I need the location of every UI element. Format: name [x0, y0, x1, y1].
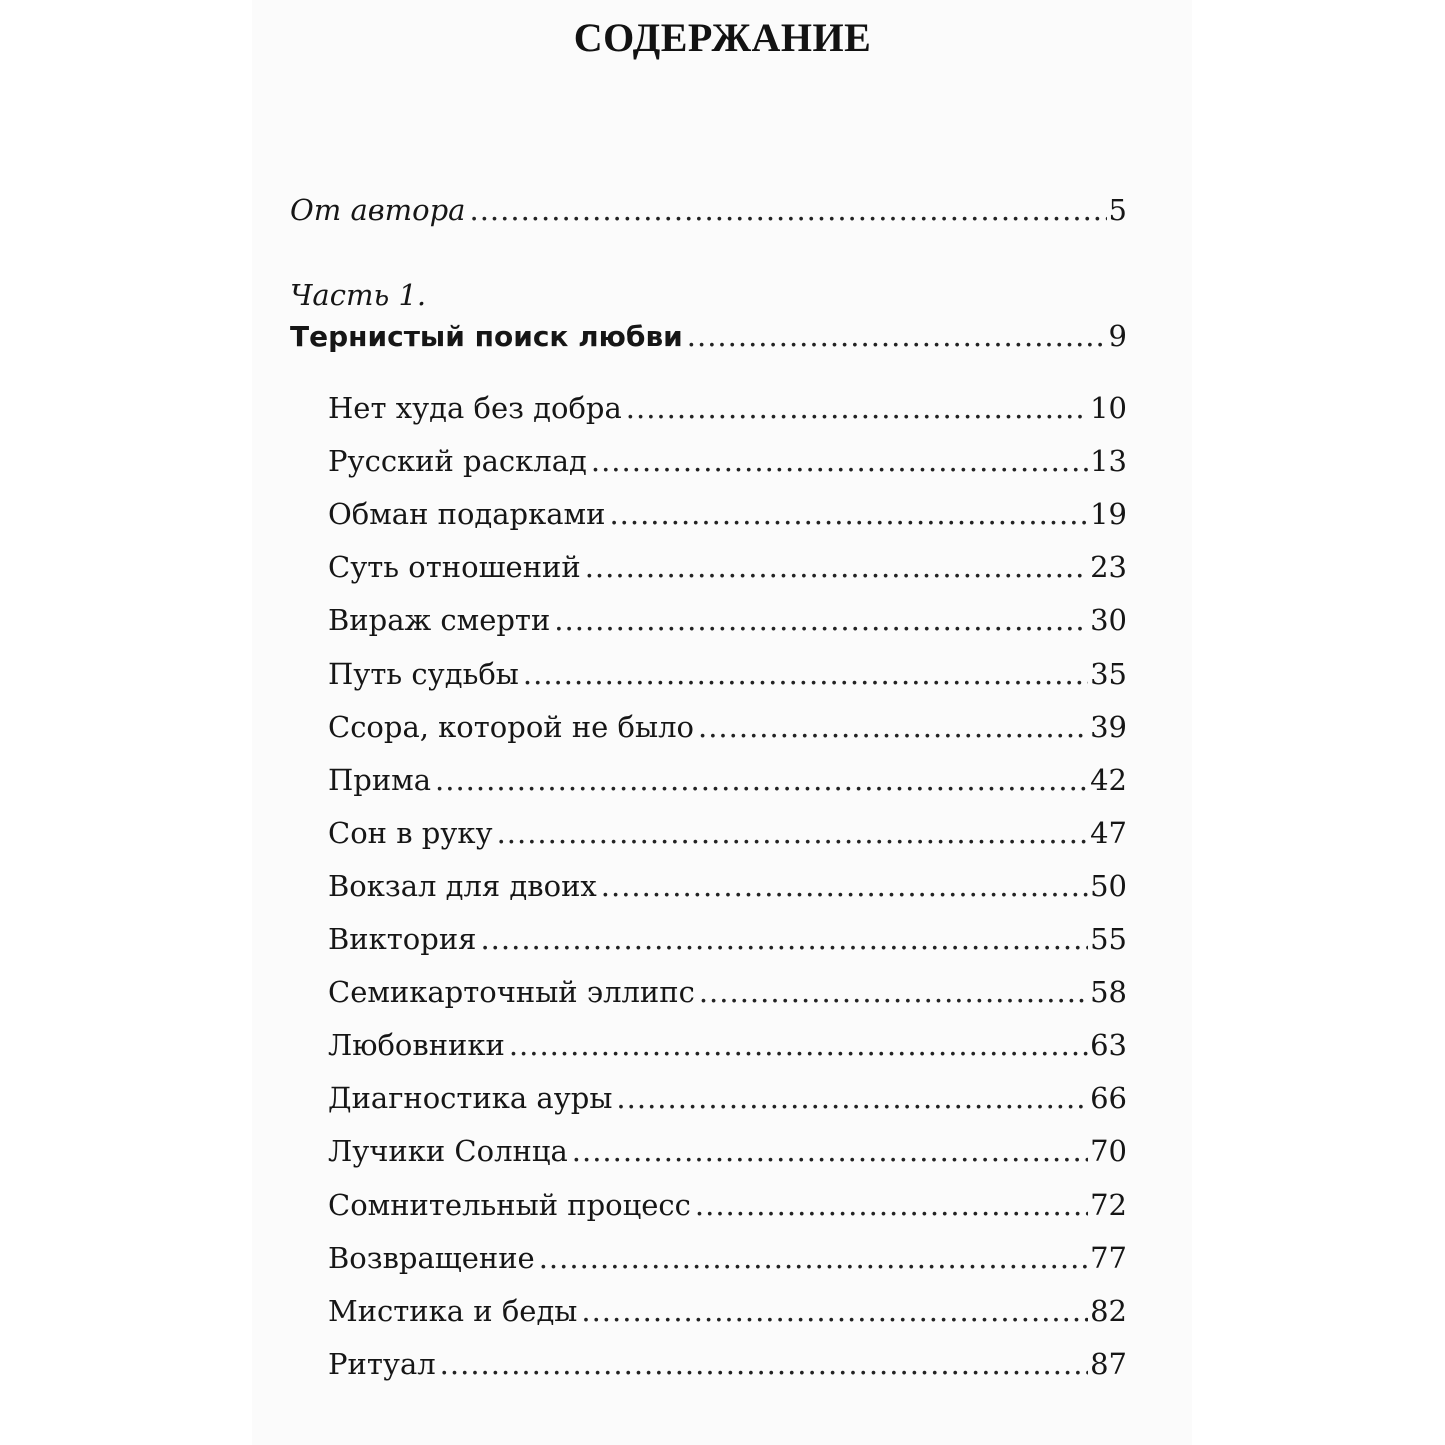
toc-page-number: 77	[1090, 1240, 1127, 1275]
toc-entry-chapter	[328, 1078, 1127, 1118]
toc-page-number: 70	[1090, 1134, 1127, 1169]
toc-entry-label: Вираж смерти	[328, 603, 551, 638]
toc-entry-label: Путь судьбы	[328, 656, 519, 691]
toc-entry-chapter	[328, 1025, 1127, 1065]
toc-entry-label: От автора	[290, 193, 466, 227]
dot-leader	[497, 813, 1089, 853]
toc-entry-label: Суть отношений	[328, 550, 581, 585]
dot-leader	[585, 547, 1088, 587]
toc-entry-chapter	[328, 707, 1127, 747]
dot-leader	[591, 441, 1088, 481]
toc-page-number: 39	[1090, 709, 1127, 744]
toc-page-number: 30	[1090, 603, 1127, 638]
toc-entry-label: Возвращение	[328, 1240, 535, 1275]
dot-leader	[480, 919, 1088, 959]
toc-entry-label: Виктория	[328, 922, 477, 956]
dot-leader	[509, 1025, 1088, 1065]
toc-entry-chapter	[328, 866, 1127, 906]
toc-entry-part	[290, 316, 1127, 357]
dot-leader	[572, 1131, 1088, 1171]
dot-leader	[616, 1078, 1088, 1118]
toc-entry-chapter	[328, 441, 1127, 481]
toc-entry-chapter	[328, 1185, 1127, 1225]
toc-entry-label: Сон в руку	[328, 815, 493, 850]
dot-leader	[609, 494, 1088, 534]
toc-entry-label: Любовники	[328, 1028, 505, 1063]
toc-entry-label: Нет худа без добра	[328, 391, 622, 425]
toc-entry-chapter	[328, 919, 1127, 959]
page-title: СОДЕРЖАНИЕ	[573, 15, 872, 60]
dot-leader	[695, 1185, 1088, 1225]
toc-entry-chapter	[328, 1131, 1127, 1171]
dot-leader	[554, 600, 1088, 640]
toc-entry-chapter	[328, 1238, 1127, 1278]
dot-leader	[626, 388, 1088, 428]
toc-page-number: 50	[1090, 868, 1127, 903]
toc-entry-label: Обман подарками	[328, 497, 606, 532]
dot-leader	[698, 707, 1088, 747]
toc-entry-label: Сомнительный процесс	[328, 1187, 691, 1222]
toc-entry-chapter	[328, 972, 1127, 1012]
toc-page-number: 23	[1090, 550, 1127, 585]
toc-entry-label: Ссора, которой не было	[328, 709, 694, 744]
toc-page-number: 42	[1090, 762, 1127, 797]
dot-leader	[440, 1344, 1088, 1384]
toc-page-number: 58	[1090, 975, 1127, 1010]
toc-entry-chapter	[328, 388, 1127, 428]
dot-leader	[523, 654, 1088, 694]
toc-entry-chapter	[328, 547, 1127, 587]
dot-leader	[601, 866, 1088, 906]
toc-entry-label: Русский расклад	[328, 444, 587, 479]
toc-page-number: 55	[1090, 922, 1127, 956]
toc-page-number: 63	[1090, 1028, 1127, 1063]
toc-entry-chapter	[328, 1344, 1127, 1384]
toc-entry-chapter	[328, 1291, 1127, 1331]
toc-page-number: 82	[1090, 1293, 1127, 1328]
toc-entry-chapter	[328, 494, 1127, 534]
dot-leader	[699, 972, 1088, 1012]
toc-entry-author	[290, 190, 1127, 230]
toc-entry-chapter	[328, 813, 1127, 853]
part-label: Часть 1.	[290, 278, 427, 312]
toc-page-number: 9	[1108, 319, 1127, 353]
part-title: Тернистый поиск любви	[290, 320, 683, 353]
dot-leader	[469, 190, 1106, 230]
toc-page-number: 5	[1108, 193, 1127, 227]
toc-entry-label: Лучики Солнца	[328, 1134, 568, 1169]
dot-leader	[581, 1291, 1088, 1331]
toc-entry-label: Диагностика ауры	[328, 1081, 613, 1116]
dot-leader	[539, 1238, 1088, 1278]
toc-entry-chapter	[328, 654, 1127, 694]
dot-leader	[435, 760, 1088, 800]
toc-page-number: 87	[1090, 1346, 1127, 1381]
toc-entry-label: Ритуал	[328, 1346, 436, 1381]
toc-entry-label: Семикарточный эллипс	[328, 975, 695, 1010]
toc-page-number: 13	[1090, 444, 1127, 479]
dot-leader	[687, 316, 1107, 356]
toc-entry-chapter	[328, 600, 1127, 640]
toc-page-number: 35	[1090, 656, 1127, 691]
toc-page-number: 72	[1090, 1187, 1127, 1222]
toc-page-number: 66	[1090, 1081, 1127, 1116]
toc-entry-label: Мистика и беды	[328, 1293, 578, 1328]
toc-page-number: 47	[1090, 815, 1127, 850]
toc-entry-label: Прима	[328, 762, 432, 797]
toc-entry-label: Вокзал для двоих	[328, 868, 597, 903]
toc-page-number: 19	[1090, 497, 1127, 532]
toc-page-number: 10	[1090, 391, 1127, 425]
toc-entry-chapter	[328, 760, 1127, 800]
